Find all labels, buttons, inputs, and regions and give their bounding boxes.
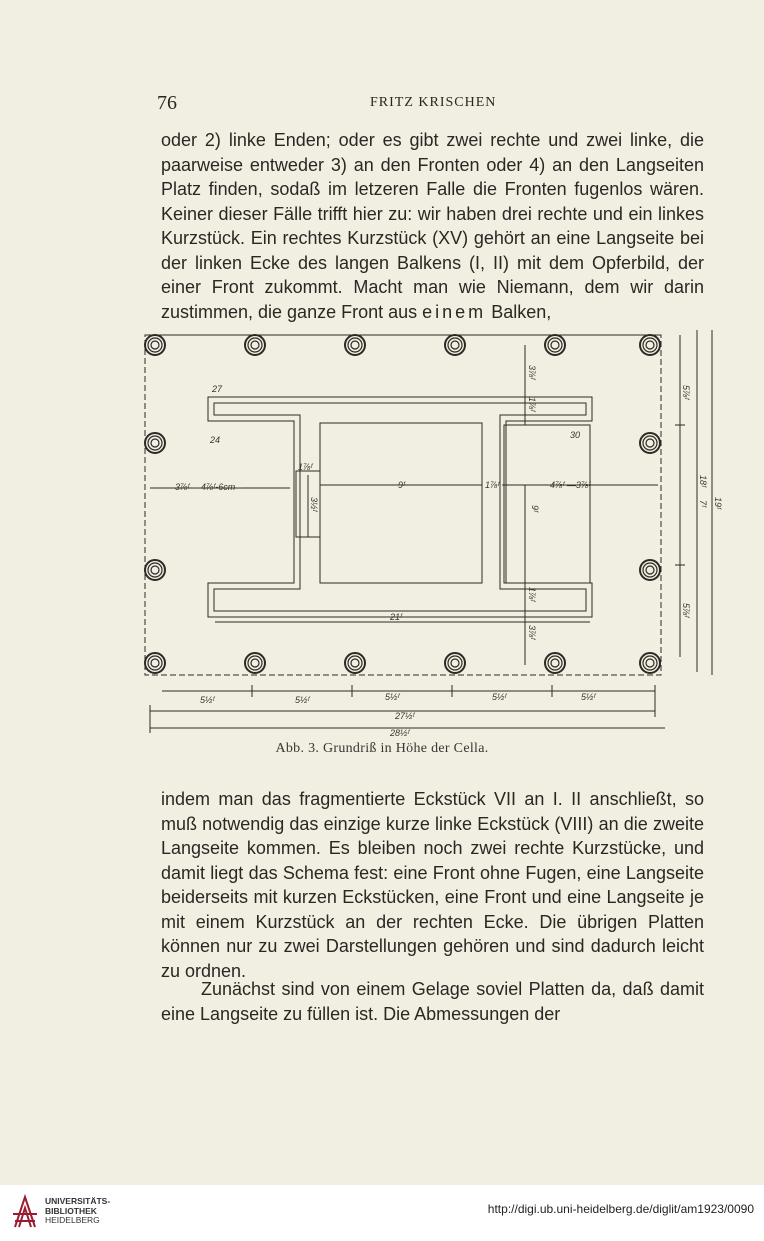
dim-side-a: 5⅞ᶠ (681, 385, 691, 400)
page-number: 76 (157, 92, 177, 114)
column-13 (145, 433, 165, 453)
dim-nine-h: 9ᶠ (398, 480, 405, 490)
dim-30: 30 (570, 430, 581, 440)
university-library-logo[interactable] (12, 1194, 38, 1230)
dim-nine-v: 9ᶠ (530, 505, 540, 512)
column-14 (640, 433, 660, 453)
dim-b1: 5½ᶠ (200, 695, 215, 705)
dim-b27: 27½ᶠ (395, 711, 415, 721)
dim-b5: 5½ᶠ (581, 692, 596, 702)
library-name-line-2: BIBLIOTHEK (45, 1205, 97, 1216)
page-header (0, 90, 764, 120)
dim-one-seven: 1⅞ᶠ (485, 480, 500, 490)
dim-b28: 28½ᶠ (390, 728, 410, 738)
cella-room (320, 423, 482, 583)
library-name (45, 1197, 110, 1226)
dim-right: 4⅞ᶠ —3⅞ᶠ (550, 480, 591, 490)
dim-bot-vert-b: 3⅞ᶠ (527, 625, 537, 640)
column-8 (445, 653, 465, 673)
dim-side-18: 18ᶠ (698, 475, 708, 487)
figure-caption: Abb. 3. Grundriß in Höhe der Cella. (275, 741, 489, 756)
paragraph-1 (161, 128, 704, 324)
dim-top-small: 1⅞ᶠ (298, 462, 313, 472)
column-12 (640, 653, 660, 673)
column-9 (545, 335, 565, 355)
dim-27: 27 (212, 384, 223, 394)
paragraph-2: indem man das fragmentierte Eckstück VII an I. II anschließt, so muß notwendig das einzige kurze linke Eckstück (VIII) an die zweite Langseite kommen. Es bleiben noch zwei rechte Kurzstücke, und damit liegt das Schema fest: eine Front ohne Fugen, eine Langseite beiderseits mit kurzen Eckstücken, eine Front und eine Langseite je mit einem Kurzstück an der rechten Ecke. Die übrigen Platten können nur zu zwei Darstellungen gehören und sind dadurch leicht zu ordnen. (161, 789, 704, 981)
column-3 (245, 335, 265, 355)
dim-b4: 5½ᶠ (492, 692, 507, 702)
platform-outline (145, 335, 661, 675)
column-16 (640, 560, 660, 580)
floor-plan-figure (140, 325, 730, 740)
dim-side-b: 7ᶠ (698, 500, 708, 507)
column-15 (145, 560, 165, 580)
column-1 (145, 335, 165, 355)
column-4 (245, 653, 265, 673)
dim-b2: 5½ᶠ (295, 695, 310, 705)
spaced-word: einem (422, 301, 487, 322)
column-5 (345, 335, 365, 355)
paragraph-1-text: oder 2) linke Enden; oder es gibt zwei rechte und zwei linke, die paarweise entweder 3) an den Fronten oder 4) an den Langseiten Platz finden, sodaß im letzeren Falle die Fronten fugenlos wären. Keiner dieser Fälle trifft hier zu: wir haben drei rechte und ein linkes Kurzstück. Ein rechtes Kurzstück (XV) gehört an eine Langseite bei der linken Ecke des langen Balkens (I, II) mit dem Opferbild, der einer Front zukommt. Macht man wie Niemann, dem wir darin zustimmen, die ganze Front aus (161, 130, 704, 322)
column-2 (145, 653, 165, 673)
right-room (504, 425, 590, 583)
library-name-line-1: UNIVERSITÄTS- (45, 1196, 111, 1206)
footer-bar (0, 1185, 764, 1241)
dim-b3: 5½ᶠ (385, 692, 400, 702)
dim-three-half: 3½ᶠ (309, 497, 319, 512)
paragraph-3: Zunächst sind von einem Gelage soviel Platten da, daß damit eine Langseite zu füllen ist. Die Abmessungen der (161, 979, 704, 1024)
dim-side-19: 19ᶠ (713, 497, 723, 509)
dim-top-vert-b: 1⅞ᶠ (527, 397, 537, 412)
column-11 (640, 335, 660, 355)
paragraph-1-end: Balken, (491, 301, 552, 322)
dim-bot-vert-a: 1⅞ᶠ (527, 587, 537, 602)
source-url-link[interactable]: http://digi.ub.uni-heidelberg.de/diglit/am1923/0090 (487, 1202, 754, 1216)
dim-24: 24 (210, 435, 221, 445)
running-head: FRITZ KRISCHEN (370, 95, 497, 110)
dim-side-c: 5⅞ᶠ (681, 603, 691, 618)
column-10 (545, 653, 565, 673)
dim-21: 21ᶠ (390, 612, 402, 622)
dim-top-vert-a: 3⅞ᶠ (527, 365, 537, 380)
column-7 (445, 335, 465, 355)
dim-left: 3⅞ᶠ —4⅞ᶠ-6cm— (175, 482, 245, 492)
library-name-line-3: HEIDELBERG (45, 1215, 100, 1225)
column-6 (345, 653, 365, 673)
